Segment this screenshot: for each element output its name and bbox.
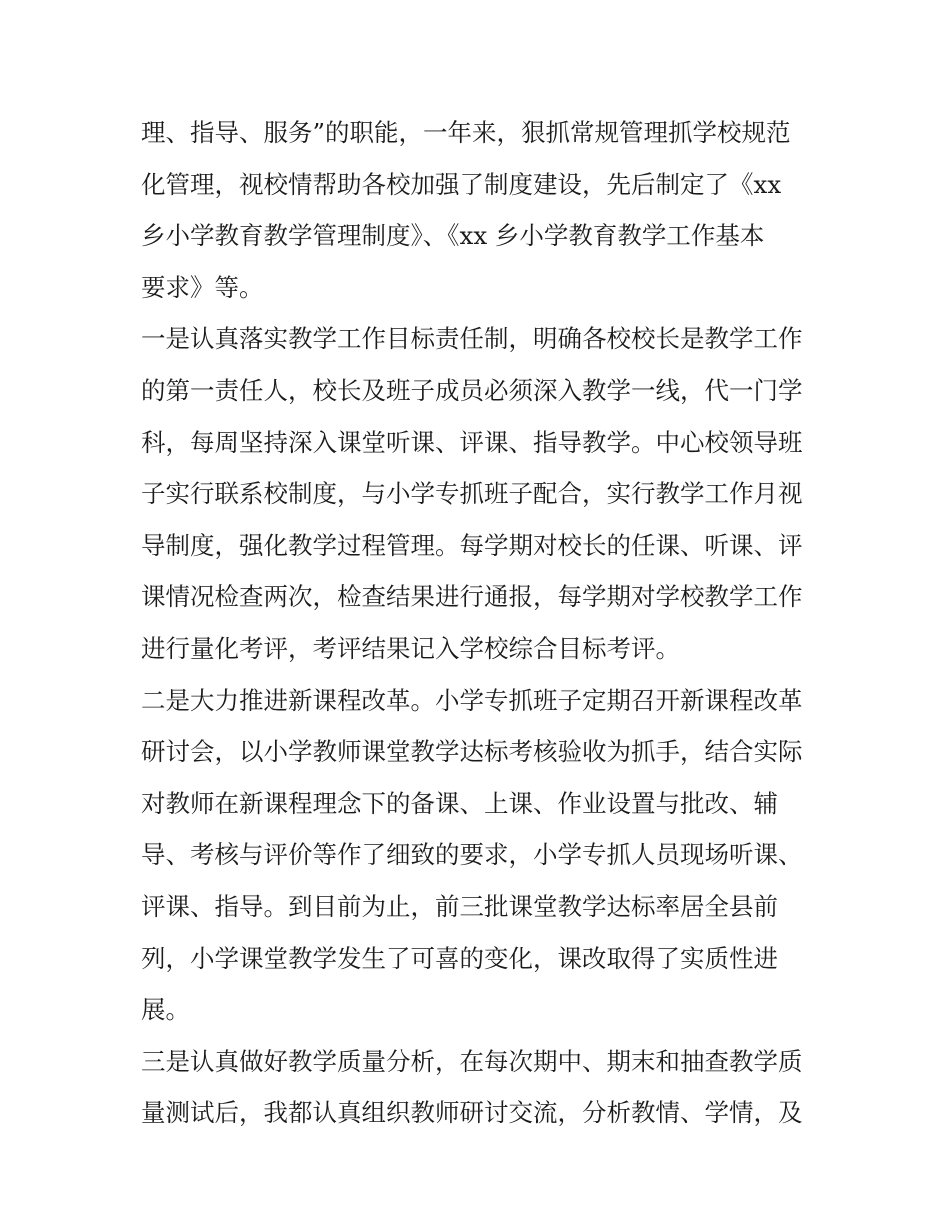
text-line: 展。 [141, 995, 190, 1025]
text-line: 一是认真落实教学工作目标责任制，明确各校校长是教学工作 [141, 324, 803, 354]
text-line: 的第一责任人，校长及班子成员必须深入教学一线，代一门学 [141, 375, 803, 405]
text-line: 二是大力推进新课程改革。小学专抓班子定期召开新课程改革 [141, 685, 803, 715]
document-body [141, 107, 821, 1139]
text-line: 列，小学课堂教学发生了可喜的变化，课改取得了实质性进 [141, 943, 778, 973]
text-line: 乡小学教育教学管理制度》、《xx 乡小学教育教学工作基本 [141, 221, 765, 251]
text-line: 化管理，视校情帮助各校加强了制度建设，先后制定了《xx [141, 169, 782, 199]
text-line: 导制度，强化教学过程管理。每学期对校长的任课、听课、评 [141, 530, 803, 560]
text-line: 评课、指导。到目前为止，前三批课堂教学达标率居全县前 [141, 891, 778, 921]
text-line: 三是认真做好教学质量分析，在每次期中、期末和抽查教学质 [141, 1046, 803, 1076]
text-line: 进行量化考评，考评结果记入学校综合目标考评。 [141, 633, 680, 663]
text-line: 对教师在新课程理念下的备课、上课、作业设置与批改、辅 [141, 788, 778, 818]
text-line: 量测试后，我都认真组织教师研讨交流，分析教情、学情，及 [141, 1098, 803, 1128]
text-line: 研讨会，以小学教师课堂教学达标考核验收为抓手，结合实际 [141, 737, 803, 767]
text-line: 理、指导、服务”的职能，一年来，狠抓常规管理抓学校规范 [141, 118, 791, 147]
text-line: 子实行联系校制度，与小学专抓班子配合，实行教学工作月视 [141, 479, 803, 509]
text-line: 导、考核与评价等作了细致的要求，小学专抓人员现场听课、 [141, 840, 803, 870]
text-line: 课情况检查两次，检查结果进行通报，每学期对学校教学工作 [141, 582, 803, 612]
text-line: 要求》等。 [141, 272, 264, 302]
text-line: 科，每周坚持深入课堂听课、评课、指导教学。中心校领导班 [141, 427, 803, 457]
